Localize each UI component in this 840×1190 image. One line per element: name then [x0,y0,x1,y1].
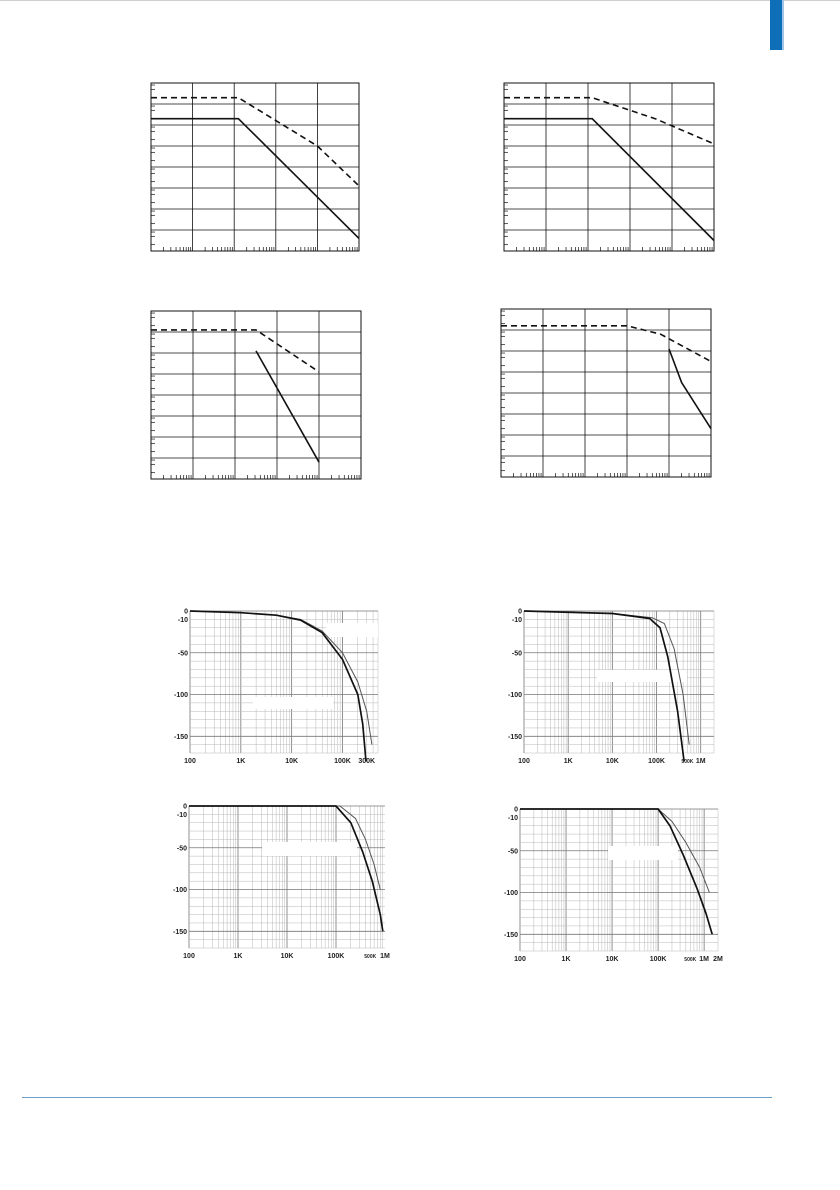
y-tick-label: 0 [518,608,522,616]
series-line-solid [256,351,319,462]
top-rule [0,0,840,1]
y-tick-label: -50 [176,845,187,853]
schematic-chart-3 [150,310,362,480]
series-line-solid [151,119,359,239]
footer-rule [22,1097,772,1098]
series-line-dashed [501,326,711,362]
series-line-dashed [504,98,714,144]
label-blank-area [608,846,678,860]
y-tick-label: -100 [503,890,518,898]
schematic-chart-2 [503,82,715,252]
x-tick-label: 500K [681,759,694,765]
y-tick-label: -50 [507,848,518,856]
label-blank-area [262,842,357,856]
y-tick-label: -10 [511,616,522,624]
y-tick-label: -10 [177,616,188,624]
x-tick-label: 10K [280,953,294,960]
y-tick-label: -50 [511,650,522,658]
label-blank-area [326,623,378,637]
x-tick-label: 1M [699,956,710,963]
x-tick-label: 100 [184,758,196,765]
label-blank-area [253,697,333,709]
schematic-chart-1 [150,82,360,252]
x-tick-label: 100 [514,956,526,963]
x-tick-label: 1M [695,758,706,765]
x-tick-label: 1K [561,956,571,963]
x-tick-label: 10K [285,758,299,765]
response-chart-3 [172,800,397,965]
series-line-thick [189,806,383,931]
x-tick-label: 100K [649,956,667,963]
series-line-dashed [151,98,359,186]
x-tick-label: 1K [236,758,246,765]
response-chart-1 [173,605,383,767]
x-tick-label: 500K [684,957,697,963]
y-tick-label: 0 [183,803,187,811]
y-tick-label: 0 [184,608,188,616]
series-line-solid [504,119,714,241]
y-tick-label: -150 [172,928,187,936]
y-tick-label: -150 [507,733,522,741]
x-tick-label: 1K [563,758,573,765]
response-chart-2 [507,605,727,767]
x-tick-label: 2M [713,956,723,963]
y-tick-label: -100 [173,692,188,700]
x-tick-label: 100K [648,758,665,765]
y-tick-label: -150 [173,733,188,741]
series-line-thick [520,809,712,934]
series-line-solid [669,349,711,429]
x-tick-label: 500K [364,954,377,960]
x-tick-label: 1K [233,953,243,960]
x-tick-label: 10K [605,758,619,765]
y-tick-label: -10 [507,814,518,822]
x-tick-label: 100K [334,758,351,765]
y-tick-label: -150 [503,931,518,939]
y-tick-label: -100 [507,692,522,700]
x-tick-label: 1M [380,953,390,960]
label-blank-area [597,670,687,682]
schematic-chart-4 [500,308,712,478]
response-chart-4 [503,803,730,968]
x-tick-label: 100 [183,953,195,960]
x-tick-label: 100K [327,953,345,960]
y-tick-label: 0 [514,806,518,814]
x-tick-label: 300K [358,758,376,765]
x-tick-label: 10K [605,956,619,963]
x-tick-label: 100 [518,758,530,765]
y-tick-label: -100 [172,887,187,895]
y-tick-label: -10 [176,811,187,819]
side-accent-strip [770,0,782,50]
y-tick-label: -50 [177,650,188,658]
